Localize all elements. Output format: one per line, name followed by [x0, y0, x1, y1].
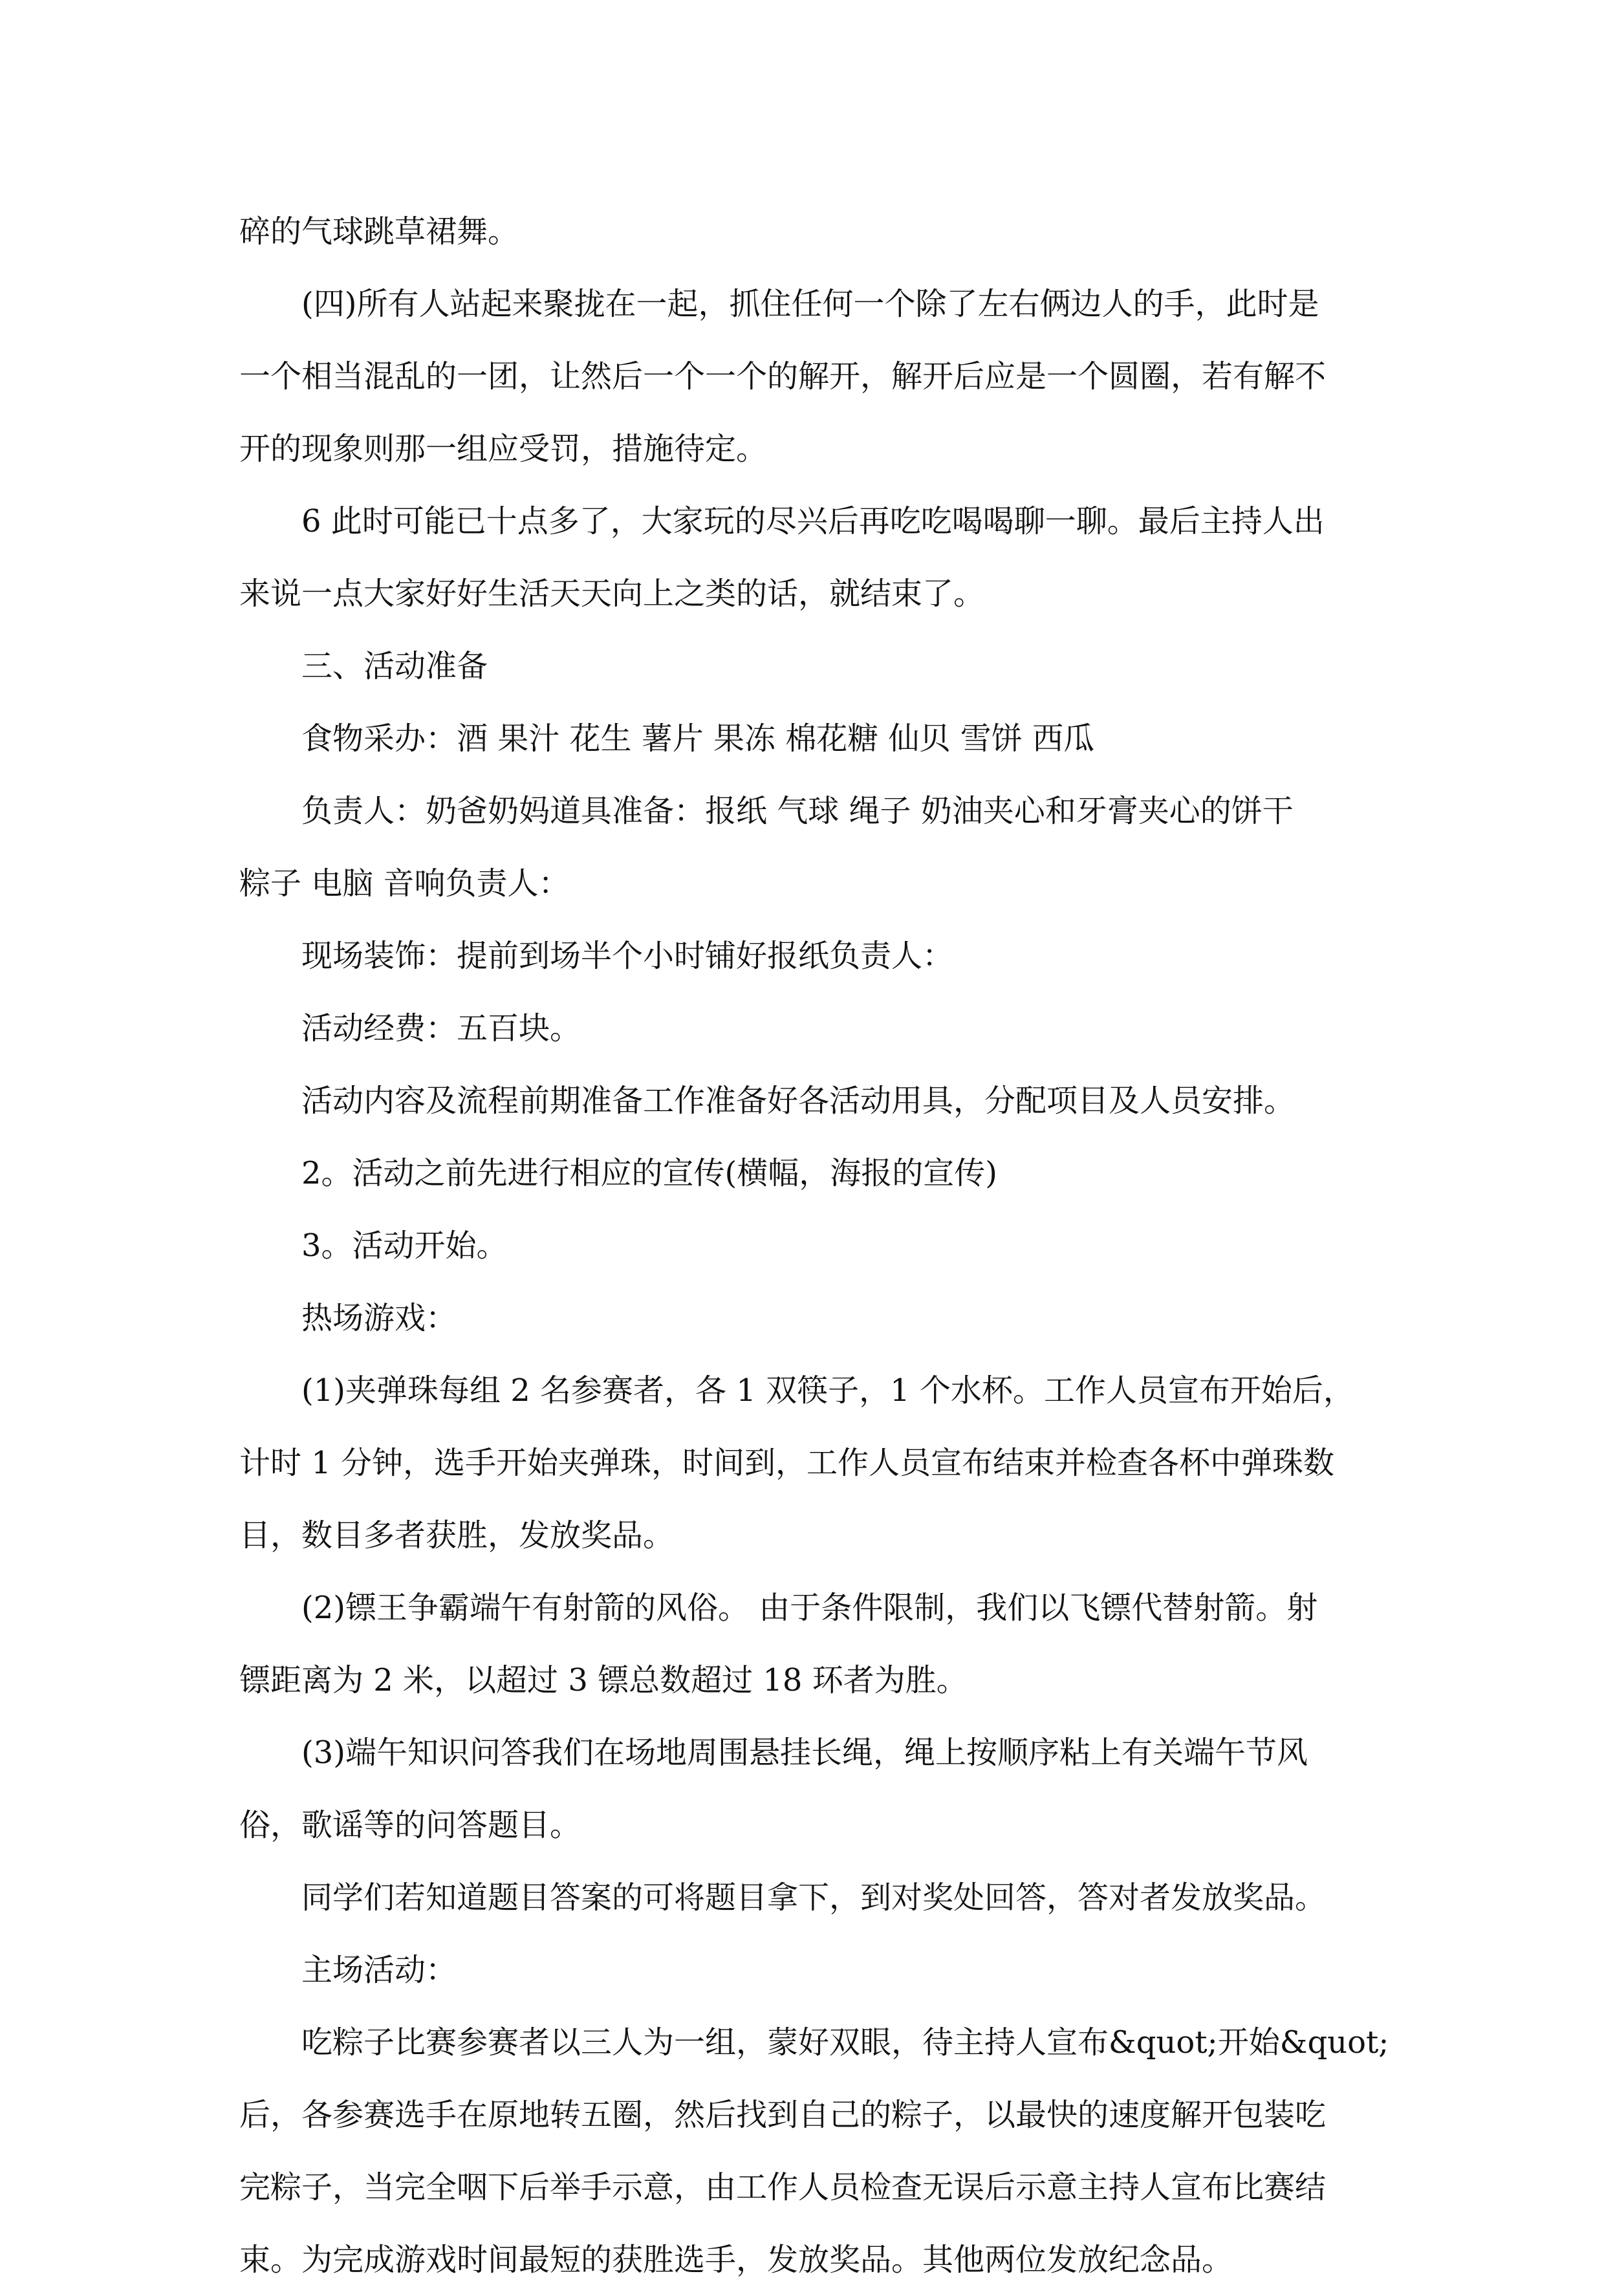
text-line: 俗，歌谣等的问答题目。 [239, 1807, 581, 1843]
text-line: 主场活动： [301, 1952, 457, 1988]
section-heading: 三、活动准备 [301, 648, 488, 684]
text-line: 束。为完成游戏时间最短的获胜选手，发放奖品。其他两位发放纪念品。 [239, 2242, 1233, 2278]
text-line: 2。活动之前先进行相应的宣传(横幅，海报的宣传) [301, 1155, 997, 1191]
text-line: 热场游戏： [301, 1300, 457, 1336]
text-line: 3。活动开始。 [301, 1228, 508, 1264]
text-line: 碎的气球跳草裙舞。 [239, 213, 519, 250]
text-line: 镖距离为 2 米，以超过 3 镖总数超过 18 环者为胜。 [239, 1662, 968, 1698]
text-line: 后，各参赛选手在原地转五圈，然后找到自己的粽子，以最快的速度解开包装吃 [239, 2097, 1327, 2133]
text-line: 计时 1 分钟，选手开始夹弹珠，时间到，工作人员宣布结束并检查各杯中弹珠数 [239, 1445, 1335, 1481]
text-line: (3)端午知识问答我们在场地周围悬挂长绳，绳上按顺序粘上有关端午节风 [301, 1735, 1308, 1771]
text-line: 完粽子，当完全咽下后举手示意，由工作人员检查无误后示意主持人宣布比赛结 [239, 2169, 1327, 2205]
text-line: 活动内容及流程前期准备工作准备好各活动用具，分配项目及人员安排。 [301, 1083, 1295, 1119]
text-line: (1)夹弹珠每组 2 名参赛者，各 1 双筷子，1 个水杯。工作人员宣布开始后， [301, 1372, 1354, 1409]
text-line: 6 此时可能已十点多了，大家玩的尽兴后再吃吃喝喝聊一聊。最后主持人出 [301, 503, 1325, 539]
text-line: (四)所有人站起来聚拢在一起，抓住任何一个除了左右俩边人的手，此时是 [301, 286, 1319, 322]
text-line: (2)镖王争霸端午有射箭的风俗。 由于条件限制，我们以飞镖代替射箭。射 [301, 1590, 1318, 1626]
text-line: 开的现象则那一组应受罚，措施待定。 [239, 431, 768, 467]
text-line: 粽子 电脑 音响负责人： [239, 865, 570, 902]
text-line: 目，数目多者获胜，发放奖品。 [239, 1517, 675, 1554]
text-line: 负责人：奶爸奶妈道具准备：报纸 气球 绳子 奶油夹心和牙膏夹心的饼干 [301, 793, 1294, 829]
text-line: 食物采办：酒 果汁 花生 薯片 果冻 棉花糖 仙贝 雪饼 西瓜 [301, 720, 1095, 757]
text-line: 活动经费：五百块。 [301, 1010, 581, 1046]
document-page [239, 195, 1389, 2296]
text-line: 同学们若知道题目答案的可将题目拿下，到对奖处回答，答对者发放奖品。 [301, 1879, 1327, 1916]
text-line: 现场装饰：提前到场半个小时铺好报纸负责人： [301, 938, 954, 974]
text-line: 来说一点大家好好生活天天向上之类的话，就结束了。 [239, 576, 985, 612]
text-line: 吃粽子比赛参赛者以三人为一组，蒙好双眼，待主持人宣布&quot;开始&quot; [301, 2024, 1389, 2061]
text-line: 一个相当混乱的一团，让然后一个一个的解开，解开后应是一个圆圈，若有解不 [239, 358, 1327, 395]
